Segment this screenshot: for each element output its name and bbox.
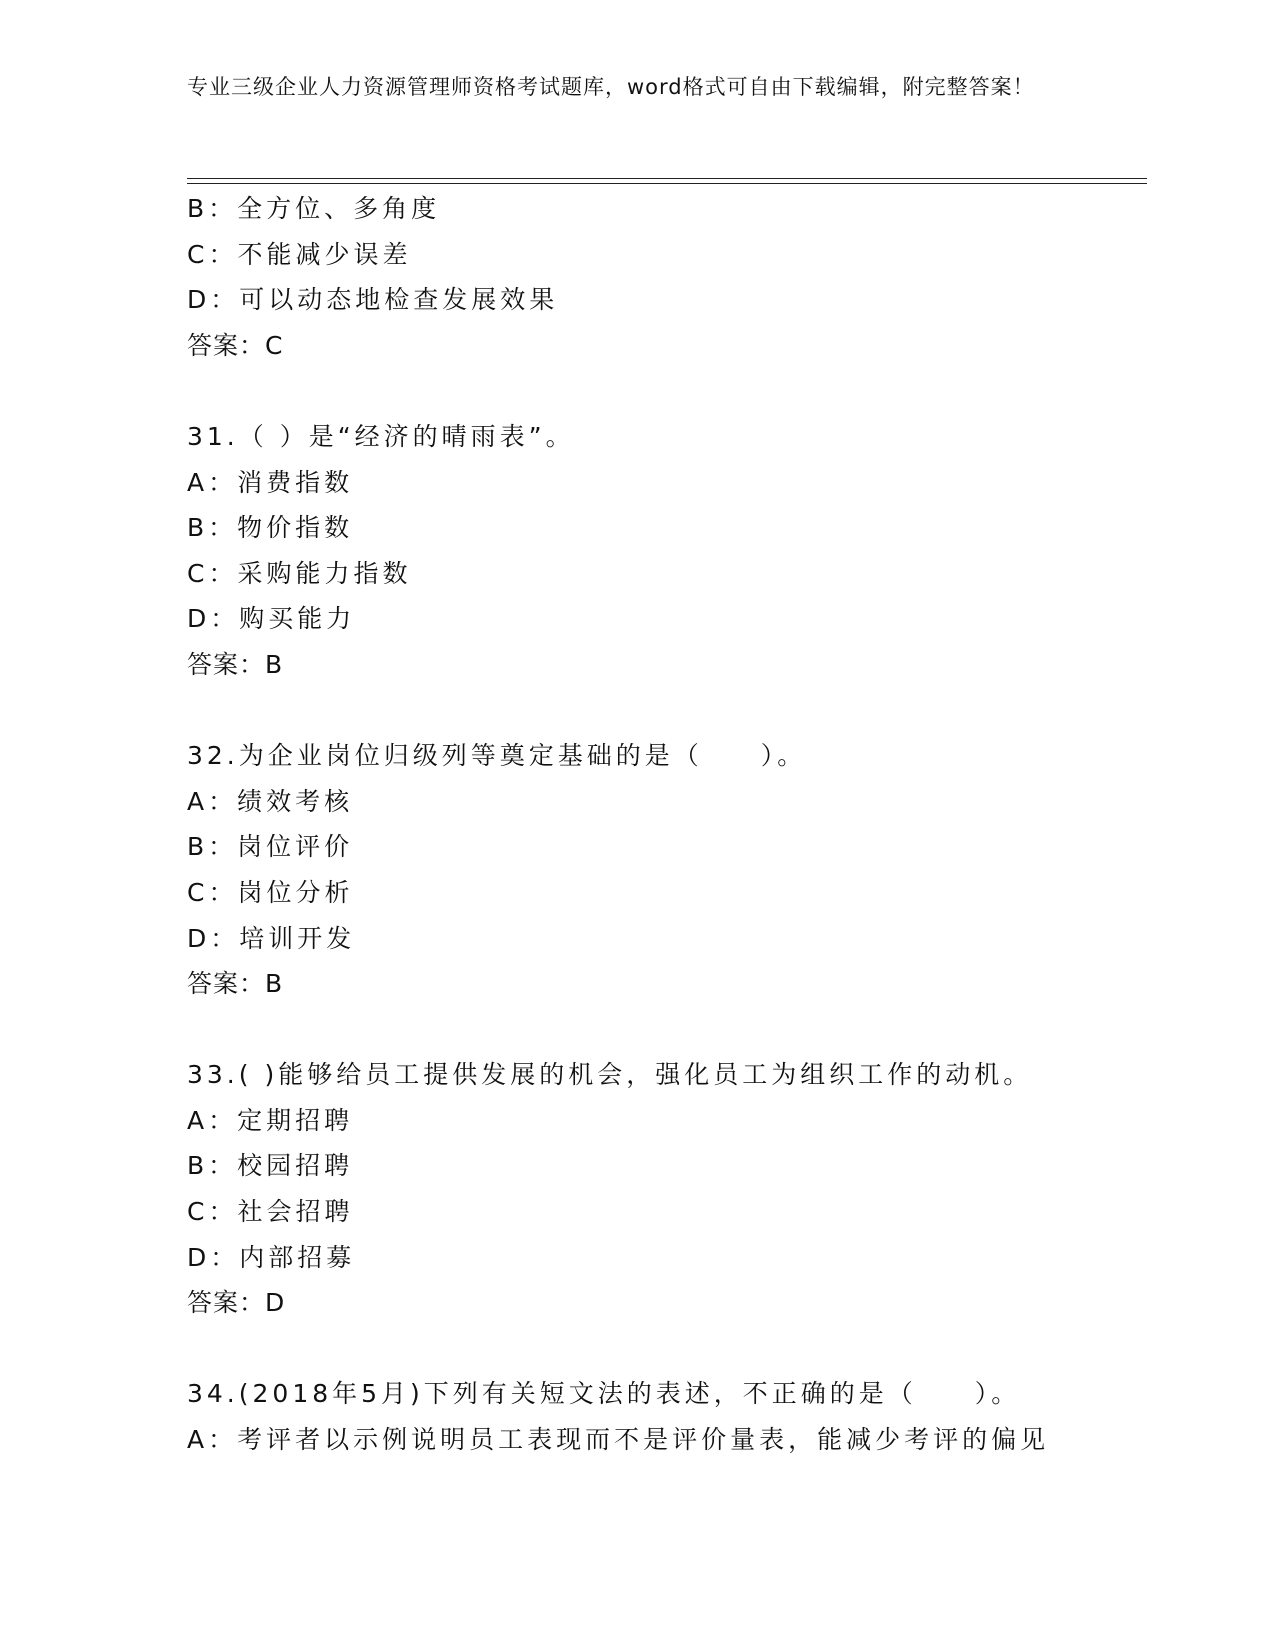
spacer: [187, 1326, 1147, 1372]
spacer: [187, 368, 1147, 414]
document-header: 专业三级企业人力资源管理师资格考试题库，word格式可自由下载编辑，附完整答案！: [187, 75, 1035, 99]
answer-line: 答案：C: [187, 330, 284, 360]
spacer: [187, 1007, 1147, 1053]
question-stem: 32.为企业岗位归级列等奠定基础的是（ ）。: [187, 741, 807, 771]
option-b: B：全方位、多角度: [187, 194, 441, 223]
option-a: A：定期招聘: [187, 1105, 354, 1135]
question-list: [187, 186, 1147, 1463]
answer-line: 答案：B: [187, 969, 284, 999]
option-c: C：社会招聘: [187, 1197, 354, 1227]
question-32: [187, 733, 1147, 1007]
header-divider-bottom: [187, 183, 1147, 184]
answer-line: 答案：B: [187, 649, 284, 679]
spacer: [187, 688, 1147, 734]
header-divider-top: [187, 178, 1147, 179]
question-33: [187, 1052, 1147, 1326]
option-a: A：考评者以示例说明员工表现而不是评价量表，能减少考评的偏见: [187, 1425, 1050, 1455]
answer-line: 答案：D: [187, 1288, 286, 1318]
option-c: C：岗位分析: [187, 877, 354, 907]
option-d: D：可以动态地检查发展效果: [187, 285, 559, 315]
option-c: C：不能减少误差: [187, 239, 412, 269]
question-31: [187, 414, 1147, 688]
option-d: D：购买能力: [187, 604, 356, 634]
question-stem: 31.（ ）是“经济的晴雨表”。: [187, 421, 575, 451]
option-d: D：内部招募: [187, 1242, 356, 1272]
option-d: D：培训开发: [187, 923, 356, 953]
option-a: A：消费指数: [187, 467, 354, 497]
option-b: B：物价指数: [187, 513, 354, 543]
option-b: B：岗位评价: [187, 832, 354, 862]
question-stem: 33.( )能够给员工提供发展的机会，强化员工为组织工作的动机。: [187, 1060, 1033, 1090]
option-b: B：校园招聘: [187, 1151, 354, 1181]
option-a: A：绩效考核: [187, 786, 354, 816]
question-34: [187, 1371, 1147, 1462]
partial-question: [187, 186, 1147, 368]
option-c: C：采购能力指数: [187, 558, 412, 588]
question-stem: 34.(2018年5月)下列有关短文法的表述，不正确的是（ ）。: [187, 1379, 1021, 1409]
